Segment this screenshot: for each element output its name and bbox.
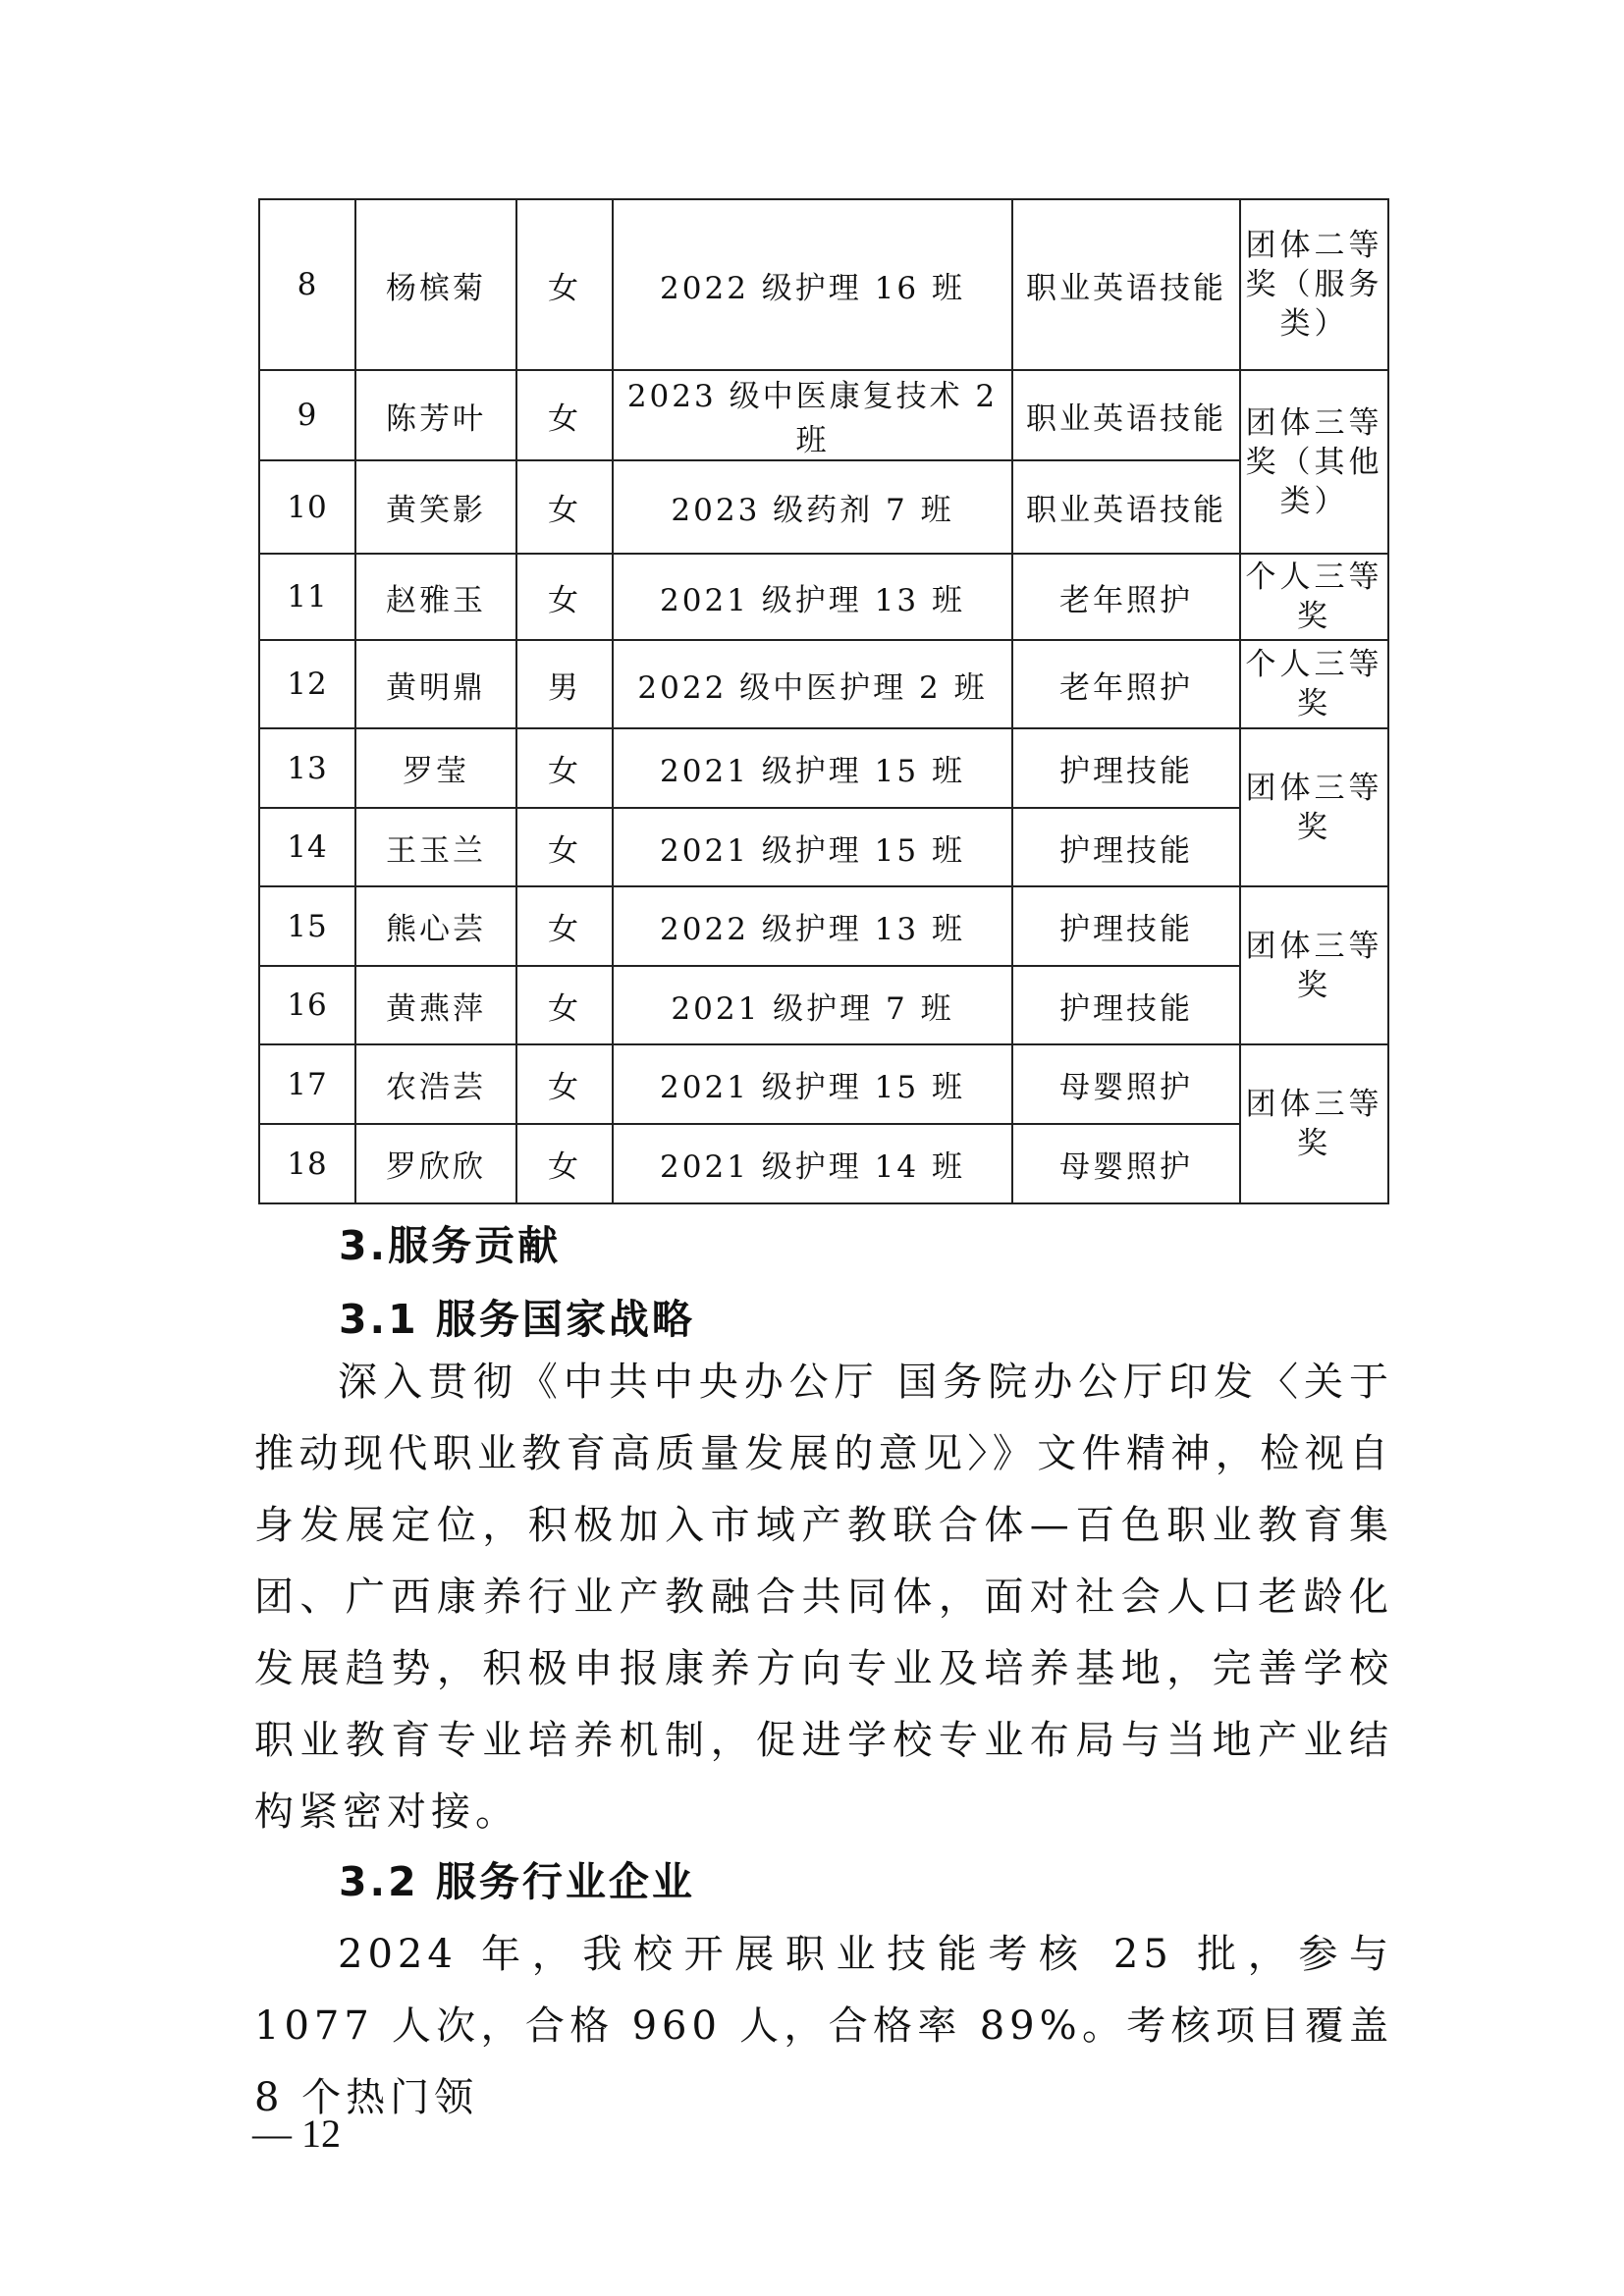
row-number: 11 [259, 554, 355, 640]
student-name: 陈芳叶 [355, 370, 516, 460]
subsection-heading: 3.2 服务行业企业 [339, 1858, 695, 1905]
row-number: 16 [259, 966, 355, 1044]
table-row [259, 1124, 1388, 1203]
table-row [259, 808, 1388, 886]
row-number: 15 [259, 886, 355, 966]
student-class: 2022 级护理 13 班 [613, 886, 1012, 966]
student-class: 2021 级护理 15 班 [613, 808, 1012, 886]
table-row [259, 966, 1388, 1044]
student-name: 赵雅玉 [355, 554, 516, 640]
student-class: 2023 级药剂 7 班 [613, 460, 1012, 554]
award-level: 团体三等奖 [1240, 1044, 1388, 1203]
student-class: 2021 级护理 15 班 [613, 728, 1012, 808]
student-gender: 女 [516, 886, 613, 966]
competition-project: 护理技能 [1012, 966, 1240, 1044]
award-level: 个人三等奖 [1240, 554, 1388, 640]
row-number: 8 [259, 199, 355, 370]
row-number: 13 [259, 728, 355, 808]
competition-project: 护理技能 [1012, 886, 1240, 966]
student-class: 2022 级中医护理 2 班 [613, 640, 1012, 728]
row-number: 18 [259, 1124, 355, 1203]
student-name: 黄明鼎 [355, 640, 516, 728]
competition-project: 职业英语技能 [1012, 199, 1240, 370]
paragraph-industry-service: 2024 年，我校开展职业技能考核 25 批，参与 1077 人次，合格 960 人，合格率 89%。考核项目覆盖 8 个热门领 [254, 1932, 1393, 2120]
student-gender: 女 [516, 554, 613, 640]
competition-project: 母婴照护 [1012, 1124, 1240, 1203]
competition-project: 老年照护 [1012, 640, 1240, 728]
student-name: 黄燕萍 [355, 966, 516, 1044]
table-row [259, 370, 1388, 460]
student-name: 罗莹 [355, 728, 516, 808]
table-row [259, 886, 1388, 966]
award-level: 团体三等奖 [1240, 886, 1388, 1044]
table-row [259, 199, 1388, 370]
award-level: 团体二等奖（服务类） [1240, 199, 1388, 370]
section-heading: 3.服务贡献 [339, 1222, 562, 1269]
student-class: 2021 级护理 15 班 [613, 1044, 1012, 1124]
table-row [259, 554, 1388, 640]
student-gender: 女 [516, 370, 613, 460]
competition-project: 护理技能 [1012, 728, 1240, 808]
row-number: 14 [259, 808, 355, 886]
paragraph-national-strategy: 深入贯彻《中共中央办公厅 国务院办公厅印发〈关于推动现代职业教育高质量发展的意见〉》文件精神，检视自身发展定位，积极加入市域产教联合体—百色职业教育集团、广西康养行业产教融合共同体，面对社会人口老龄化发展趋势，积极申报康养方向专业及培养基地，完善学校职业教育专业培养机制，促进学校专业布局与当地产业结构紧密对接。 [254, 1360, 1393, 1835]
student-gender: 女 [516, 966, 613, 1044]
row-number: 12 [259, 640, 355, 728]
student-gender: 女 [516, 199, 613, 370]
award-level: 团体三等奖（其他类） [1240, 370, 1388, 554]
subsection-heading: 3.1 服务国家战略 [339, 1296, 695, 1343]
student-gender: 女 [516, 460, 613, 554]
student-gender: 女 [516, 728, 613, 808]
student-name: 杨槟菊 [355, 199, 516, 370]
competition-project: 母婴照护 [1012, 1044, 1240, 1124]
student-name: 黄笑影 [355, 460, 516, 554]
student-class: 2021 级护理 13 班 [613, 554, 1012, 640]
table-row [259, 728, 1388, 808]
competition-project: 职业英语技能 [1012, 370, 1240, 460]
student-gender: 女 [516, 1124, 613, 1203]
page-number: — 12 [252, 2111, 341, 2156]
student-gender: 女 [516, 1044, 613, 1124]
competition-project: 职业英语技能 [1012, 460, 1240, 554]
award-level: 团体三等奖 [1240, 728, 1388, 886]
student-gender: 男 [516, 640, 613, 728]
student-class: 2022 级护理 16 班 [613, 199, 1012, 370]
award-level: 个人三等奖 [1240, 640, 1388, 728]
student-name: 熊心芸 [355, 886, 516, 966]
student-name: 王玉兰 [355, 808, 516, 886]
student-class: 2021 级护理 14 班 [613, 1124, 1012, 1203]
row-number: 10 [259, 460, 355, 554]
student-name: 农浩芸 [355, 1044, 516, 1124]
competition-project: 老年照护 [1012, 554, 1240, 640]
student-gender: 女 [516, 808, 613, 886]
student-class: 2023 级中医康复技术 2 班 [613, 370, 1012, 460]
table-row [259, 640, 1388, 728]
student-class: 2021 级护理 7 班 [613, 966, 1012, 1044]
row-number: 17 [259, 1044, 355, 1124]
row-number: 9 [259, 370, 355, 460]
table-row [259, 1044, 1388, 1124]
award-table [258, 198, 1389, 1204]
student-name: 罗欣欣 [355, 1124, 516, 1203]
competition-project: 护理技能 [1012, 808, 1240, 886]
table-row [259, 460, 1388, 554]
